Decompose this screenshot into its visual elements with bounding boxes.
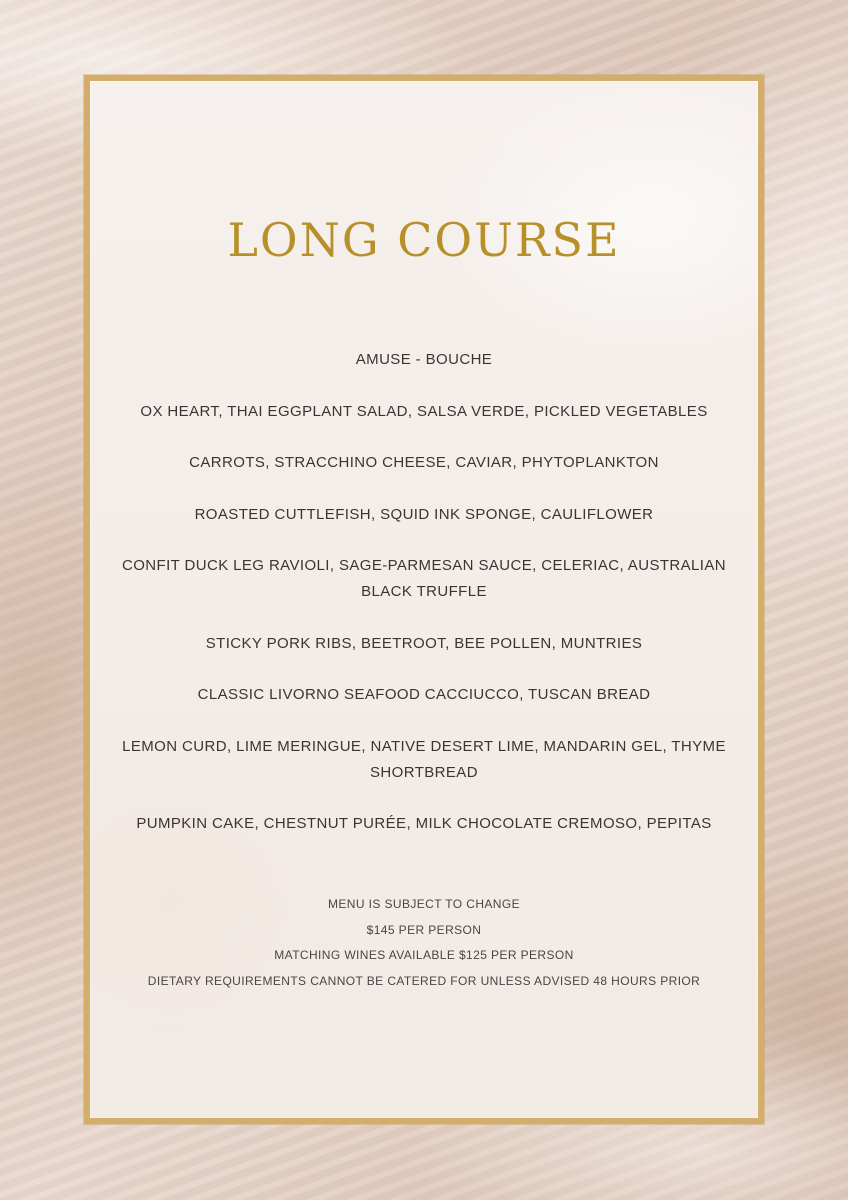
menu-notes <box>100 892 748 995</box>
menu-item-duck-ravioli: CONFIT DUCK LEG RAVIOLI, SAGE-PARMESAN SAUCE, CELERIAC, AUSTRALIAN BLACK TRUFFLE <box>121 557 727 600</box>
menu-item-ox-heart: OX HEART, THAI EGGPLANT SALAD, SALSA VERDE, PICKLED VEGETABLES <box>140 402 708 420</box>
menu-item-pork-ribs: STICKY PORK RIBS, BEETROOT, BEE POLLEN, MUNTRIES <box>205 634 643 652</box>
note-subject-to-change: MENU IS SUBJECT TO CHANGE <box>327 897 521 911</box>
menu-list <box>120 347 728 863</box>
page-title: LONG COURSE <box>227 213 621 267</box>
menu-card <box>84 75 764 1124</box>
menu-item-carrots: CARROTS, STRACCHINO CHEESE, CAVIAR, PHYTOPLANKTON <box>189 454 659 471</box>
menu-item-amuse-bouche: AMUSE - BOUCHE <box>355 351 493 368</box>
menu-item-cacciucco: CLASSIC LIVORNO SEAFOOD CACCIUCCO, TUSCAN BREAD <box>197 686 651 703</box>
note-price: $145 PER PERSON <box>366 922 482 937</box>
menu-item-lemon-curd: LEMON CURD, LIME MERINGUE, NATIVE DESERT LIME, MANDARIN GEL, THYME SHORTBREAD <box>122 737 726 781</box>
note-dietary: DIETARY REQUIREMENTS CANNOT BE CATERED FOR UNLESS ADVISED 48 HOURS PRIOR <box>147 974 701 989</box>
note-matching-wines: MATCHING WINES AVAILABLE $125 PER PERSON <box>274 948 574 963</box>
menu-item-cuttlefish: ROASTED CUTTLEFISH, SQUID INK SPONGE, CAULIFLOWER <box>194 505 654 523</box>
menu-item-pumpkin-cake: PUMPKIN CAKE, CHESTNUT PURÉE, MILK CHOCOLATE CREMOSO, PEPITAS <box>136 815 712 832</box>
